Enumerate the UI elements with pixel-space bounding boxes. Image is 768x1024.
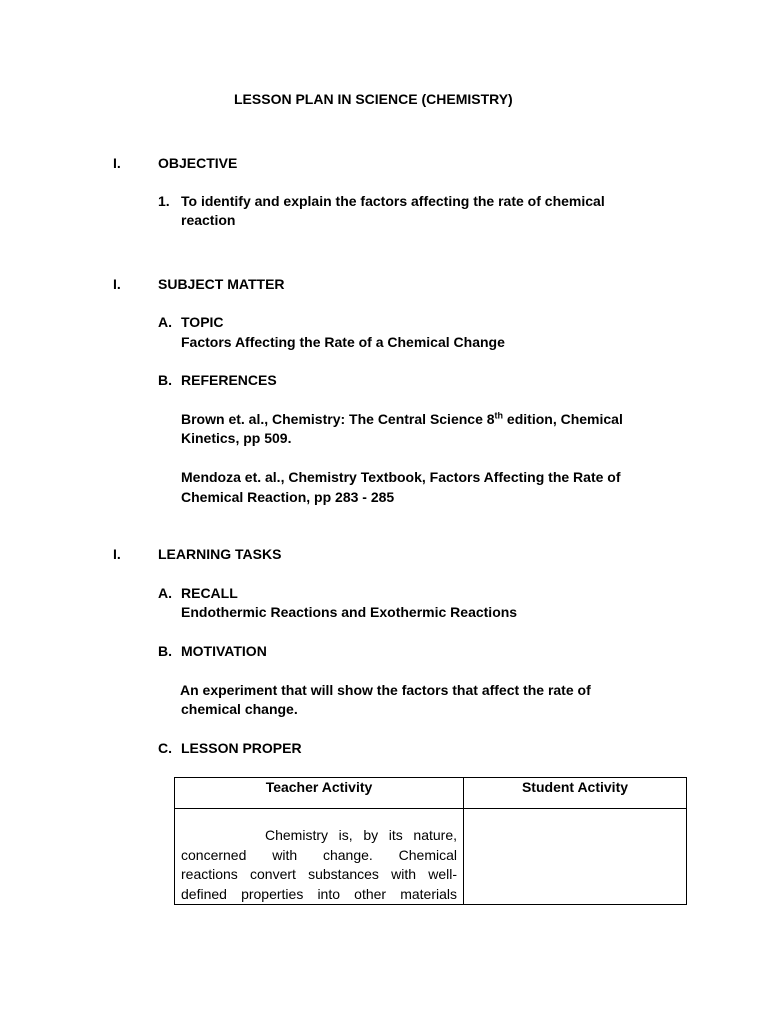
reference-1-line-1-text: Brown et. al., Chemistry: The Central Science 8 [181,411,495,427]
recall-label: RECALL [181,585,238,601]
teacher-activity-line: reactions convert substances with well- [181,866,457,882]
page-title: LESSON PLAN IN SCIENCE (CHEMISTRY) [234,91,513,107]
objective-item-number: 1. [158,193,170,209]
objective-item-line-2: reaction [181,212,236,228]
topic-letter: A. [158,314,172,330]
motivation-label: MOTIVATION [181,643,267,659]
learning-tasks-numeral: I. [113,546,121,562]
recall-letter: A. [158,585,172,601]
motivation-line-1: An experiment that will show the factors that affect the rate of [180,682,591,698]
recall-text: Endothermic Reactions and Exothermic Reactions [181,604,518,620]
reference-2-line-1: Mendoza et. al., Chemistry Textbook, Factors Affecting the Rate of [181,469,621,485]
lesson-proper-table [174,777,687,905]
teacher-activity-line: defined properties into other materials [181,885,457,902]
motivation-letter: B. [158,643,172,659]
teacher-activity-header: Teacher Activity [175,778,464,809]
teacher-activity-cell [175,809,464,905]
reference-2-line-2: Chemical Reaction, pp 283 - 285 [181,489,395,505]
topic-label: TOPIC [181,314,224,330]
subject-matter-numeral: I. [113,276,121,292]
topic-text: Factors Affecting the Rate of a Chemical Change [181,334,505,350]
reference-1-line-1 [181,409,623,429]
teacher-activity-line: concerned with change. Chemical [181,846,457,863]
student-activity-header: Student Activity [464,778,687,809]
reference-1-line-2: Kinetics, pp 509. [181,430,292,446]
objective-item-line-1: To identify and explain the factors affecting the rate of chemical [181,193,605,209]
references-letter: B. [158,372,172,388]
table-row [175,809,687,905]
teacher-activity-line: Chemistry is, by its nature, [265,827,457,843]
motivation-line-2: chemical change. [181,701,298,717]
student-activity-cell [464,809,687,905]
objective-numeral: I. [113,155,121,171]
table-header-row [175,778,687,809]
subject-matter-heading: SUBJECT MATTER [158,276,285,292]
lesson-proper-letter: C. [158,740,172,756]
lesson-proper-label: LESSON PROPER [181,740,302,756]
references-label: REFERENCES [181,372,277,388]
reference-1-line-1-rest: edition, Chemical [503,411,623,427]
reference-1-superscript: th [494,410,504,421]
objective-heading: OBJECTIVE [158,155,238,171]
learning-tasks-heading: LEARNING TASKS [158,546,282,562]
